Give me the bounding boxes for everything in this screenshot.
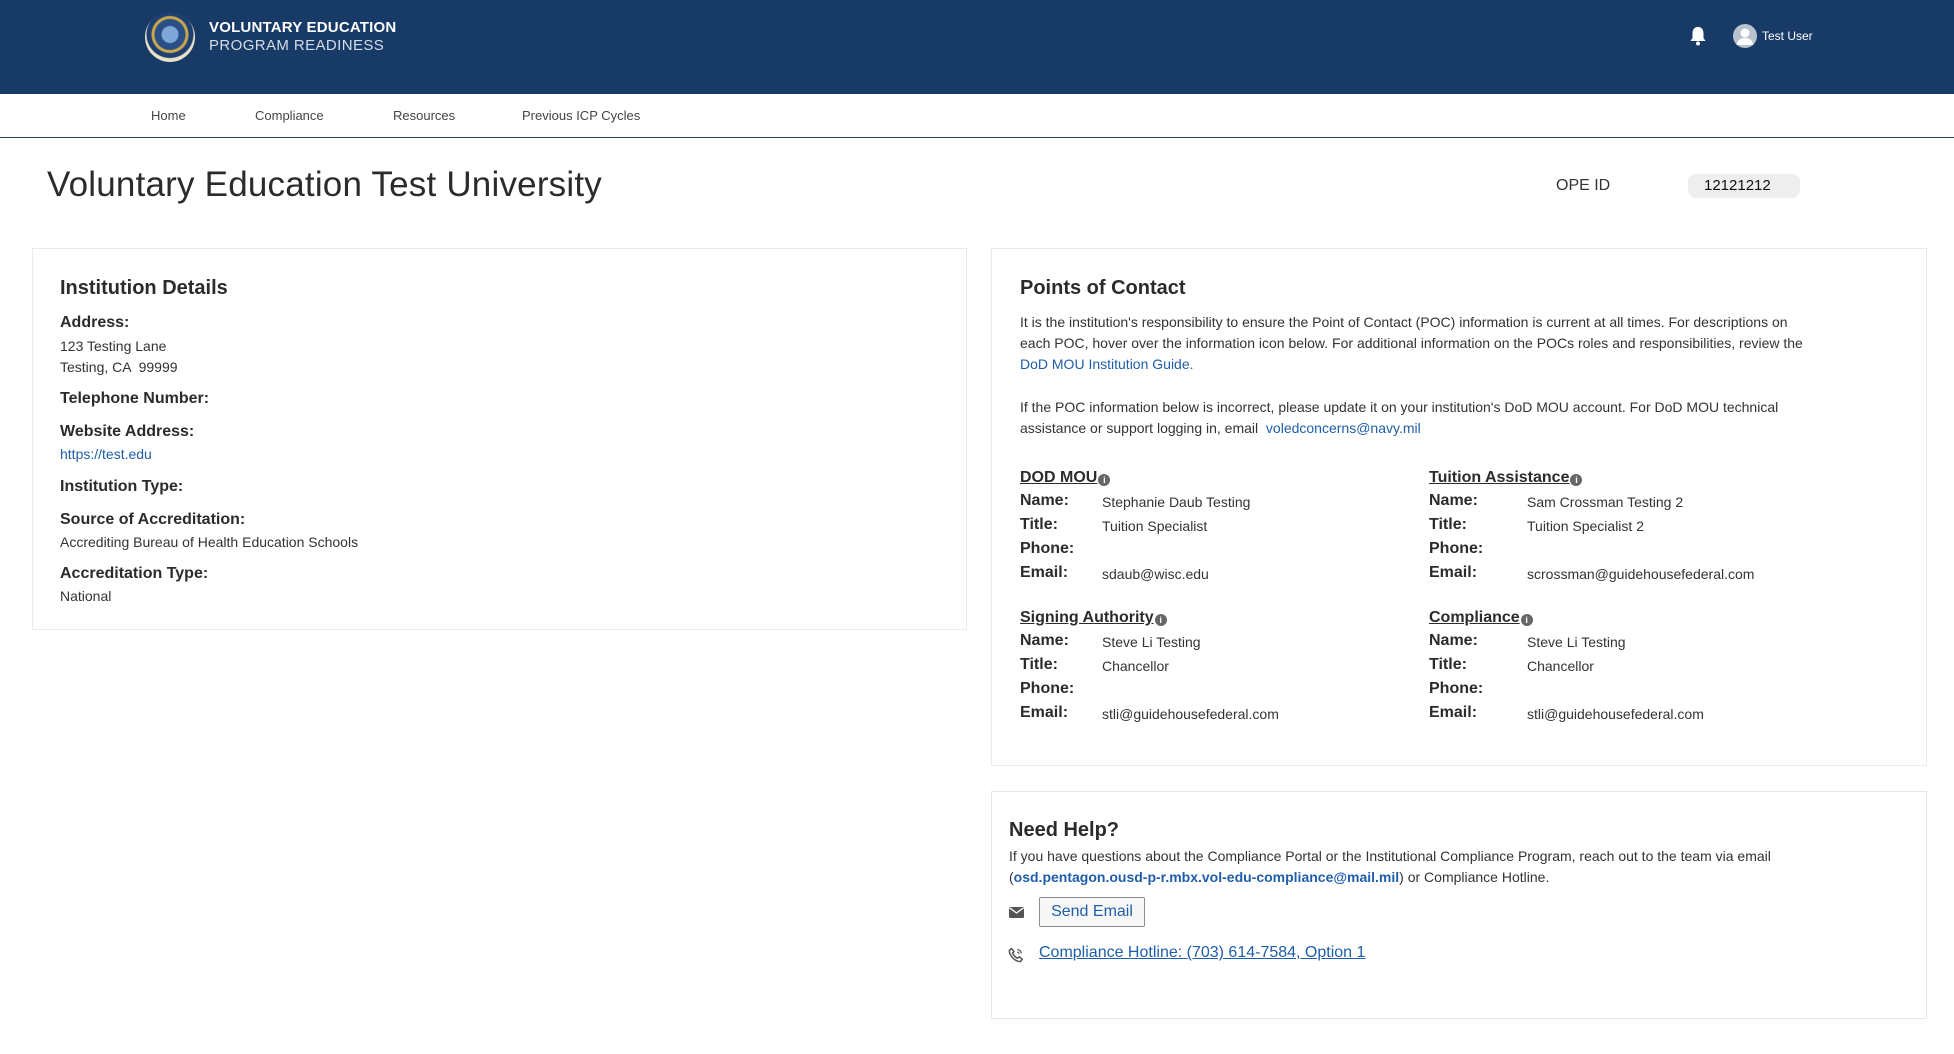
telephone-label: Telephone Number:	[60, 390, 210, 407]
poc-update-paragraph	[1020, 397, 1778, 439]
poc-phone-label: Phone:	[1020, 540, 1075, 557]
main-nav	[0, 94, 1954, 138]
poc-title-label: Title:	[1020, 656, 1058, 673]
poc-email-value: scrossman@guidehousefederal.com	[1527, 566, 1755, 582]
poc-heading-text: Tuition Assistance	[1429, 469, 1570, 486]
poc-phone-label: Phone:	[1020, 680, 1075, 697]
institution-type-label: Institution Type:	[60, 478, 184, 495]
poc-title: Points of Contact	[1020, 277, 1186, 299]
poc-title-value: Chancellor	[1527, 658, 1594, 674]
nav-item-previous-icp-cycles[interactable]: Previous ICP Cycles	[522, 108, 641, 123]
poc-heading-text: Compliance	[1429, 609, 1520, 626]
ope-id-label: OPE ID	[1556, 177, 1611, 194]
poc-name-value: Steve Li Testing	[1102, 634, 1201, 650]
poc-title-value: Chancellor	[1102, 658, 1169, 674]
poc-heading-dod-mou	[1020, 469, 1110, 487]
address-line-2: Testing, CA 99999	[60, 359, 178, 375]
send-email-button[interactable]: Send Email	[1039, 897, 1145, 927]
poc-title-value: Tuition Specialist	[1102, 518, 1208, 534]
poc-heading-text: DOD MOU	[1020, 469, 1098, 486]
phone-icon	[1008, 947, 1024, 963]
need-help-line-2: ) or Compliance Hotline.	[1399, 869, 1550, 885]
poc-name-value: Steve Li Testing	[1527, 634, 1626, 650]
accreditation-type-label: Accreditation Type:	[60, 565, 209, 582]
poc-intro-paragraph	[1020, 312, 1803, 375]
ope-id-value: 12121212	[1688, 174, 1800, 198]
poc-name-label: Name:	[1020, 632, 1069, 649]
poc-phone-label: Phone:	[1429, 540, 1484, 557]
nav-item-resources[interactable]: Resources	[393, 108, 456, 123]
accreditation-type-value: National	[60, 588, 112, 604]
poc-heading-compliance	[1429, 609, 1533, 627]
poc-email-label: Email:	[1429, 564, 1478, 581]
poc-title-value: Tuition Specialist 2	[1527, 518, 1644, 534]
need-help-title: Need Help?	[1009, 819, 1120, 841]
poc-email-value: sdaub@wisc.edu	[1102, 566, 1209, 582]
website-label: Website Address:	[60, 423, 195, 440]
nav-item-home[interactable]: Home	[151, 108, 186, 123]
poc-name-label: Name:	[1020, 492, 1069, 509]
compliance-hotline-link[interactable]: Compliance Hotline: (703) 614-7584, Option 1	[1039, 944, 1366, 961]
institution-details-title: Institution Details	[60, 277, 228, 299]
poc-name-value: Sam Crossman Testing 2	[1527, 494, 1684, 510]
poc-name-value: Stephanie Daub Testing	[1102, 494, 1251, 510]
voledconcerns-email-link[interactable]: voledconcerns@navy.mil	[1265, 420, 1421, 436]
poc-update-line-2: assistance or support logging in, email	[1020, 420, 1259, 436]
points-of-contact-card	[991, 248, 1927, 766]
nav-item-compliance[interactable]: Compliance	[255, 108, 324, 123]
poc-update-line-1: If the POC information below is incorrect, please update it on your institution's DoD MOU account. For DoD MOU technical	[1020, 399, 1779, 415]
poc-name-label: Name:	[1429, 492, 1478, 509]
poc-title-label: Title:	[1429, 656, 1467, 673]
envelope-icon	[1009, 907, 1024, 918]
brand-title: VOLUNTARY EDUCATION	[209, 19, 397, 36]
website-link[interactable]: https://test.edu	[60, 446, 152, 462]
source-accreditation-value: Accrediting Bureau of Health Education Schools	[60, 534, 359, 550]
dod-seal-icon	[145, 12, 195, 62]
poc-intro-line-2: each POC, hover over the information icon below. For additional information on the POCs roles and responsibilities, review the	[1020, 335, 1803, 351]
top-header	[0, 0, 1954, 94]
user-avatar-icon[interactable]	[1733, 24, 1757, 48]
institution-details-card	[32, 248, 967, 630]
info-icon[interactable]: i	[1570, 474, 1582, 486]
poc-phone-label: Phone:	[1429, 680, 1484, 697]
info-icon[interactable]: i	[1098, 474, 1110, 486]
poc-title-label: Title:	[1020, 516, 1058, 533]
user-name[interactable]: Test User	[1762, 29, 1813, 43]
poc-email-value: stli@guidehousefederal.com	[1527, 706, 1704, 722]
need-help-line-1: If you have questions about the Compliance Portal or the Institutional Compliance Program, reach out to the team via email	[1009, 848, 1771, 864]
poc-email-label: Email:	[1020, 564, 1069, 581]
address-label: Address:	[60, 314, 130, 331]
page-title: Voluntary Education Test University	[47, 165, 602, 204]
need-help-paragraph	[1009, 846, 1771, 888]
poc-heading-signing-authority	[1020, 609, 1167, 627]
brand-subtitle: PROGRAM READINESS	[209, 37, 385, 54]
poc-intro-line-1: It is the institution's responsibility to ensure the Point of Contact (POC) information is current at all times. For descriptions on	[1020, 314, 1788, 330]
poc-name-label: Name:	[1429, 632, 1478, 649]
compliance-email-link[interactable]: osd.pentagon.ousd-p-r.mbx.vol-edu-compliance@mail.mil	[1013, 869, 1400, 885]
source-accreditation-label: Source of Accreditation:	[60, 511, 246, 528]
info-icon[interactable]: i	[1155, 614, 1167, 626]
bell-icon[interactable]	[1688, 25, 1708, 47]
poc-heading-tuition-assistance	[1429, 469, 1582, 487]
info-icon[interactable]: i	[1521, 614, 1533, 626]
address-line-1: 123 Testing Lane	[60, 338, 167, 354]
poc-email-label: Email:	[1429, 704, 1478, 721]
poc-email-label: Email:	[1020, 704, 1069, 721]
poc-email-value: stli@guidehousefederal.com	[1102, 706, 1279, 722]
dod-mou-guide-link[interactable]: DoD MOU Institution Guide.	[1020, 356, 1194, 372]
poc-title-label: Title:	[1429, 516, 1467, 533]
poc-heading-text: Signing Authority	[1020, 609, 1154, 626]
paren-open: (	[1009, 869, 1014, 885]
